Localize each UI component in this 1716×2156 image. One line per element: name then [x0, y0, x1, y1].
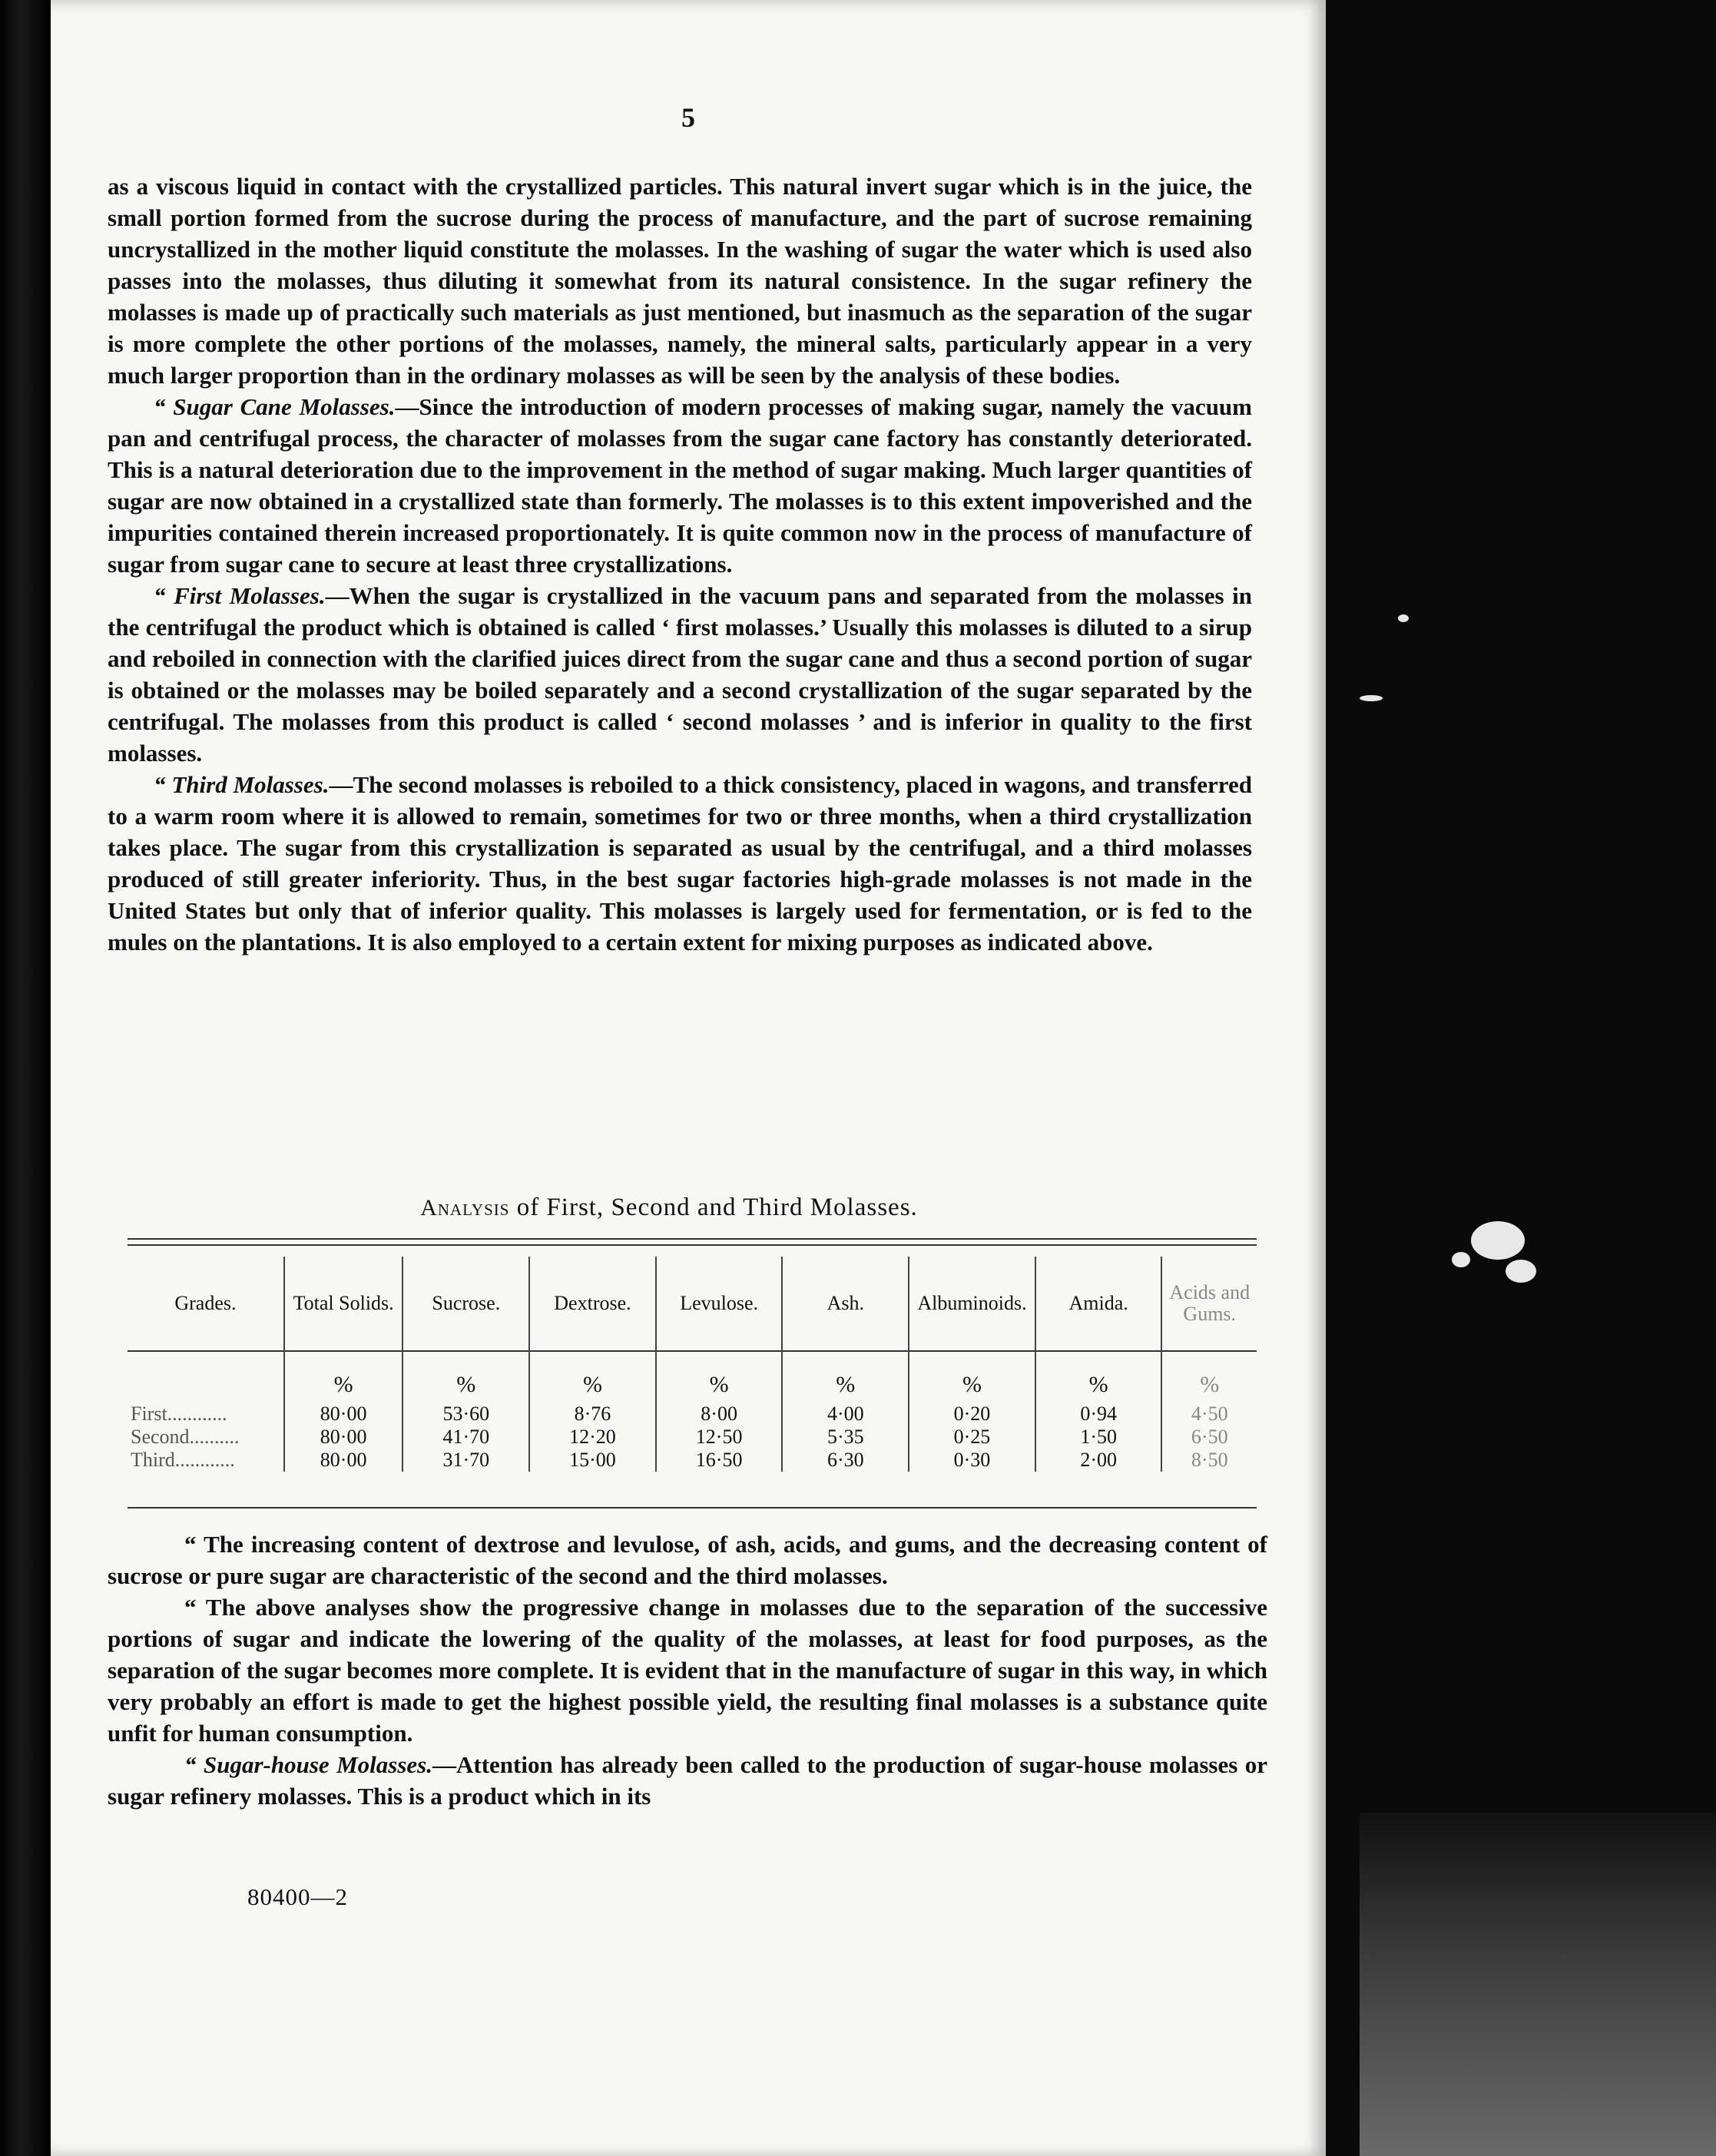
- levulose-cell: 16·50: [656, 1449, 783, 1472]
- percent-cell: %: [402, 1351, 529, 1396]
- paragraph: [108, 1749, 1267, 1812]
- ash-cell: 4·00: [782, 1403, 909, 1426]
- header-ash: Ash.: [782, 1257, 909, 1351]
- table-header-row: [128, 1257, 1257, 1351]
- paragraph-text: —Attention has already been called to the production of sugar-house molasses or sugar refinery molasses. This is a product which in its: [108, 1751, 1267, 1810]
- scan-speck: [1452, 1252, 1470, 1267]
- table-row: [128, 1403, 1257, 1426]
- header-albuminoids: Albuminoids.: [909, 1257, 1035, 1351]
- ash-cell: 6·30: [782, 1449, 909, 1472]
- body-text: [108, 171, 1252, 958]
- grade-label: Third............: [131, 1449, 235, 1471]
- table-title: [51, 1194, 1287, 1222]
- closing-text: [108, 1528, 1267, 1812]
- acids-gums-cell: 4·50: [1161, 1403, 1257, 1426]
- amida-cell: 1·50: [1035, 1426, 1162, 1449]
- scan-speck: [1506, 1260, 1536, 1283]
- grade-label: First............: [131, 1403, 227, 1425]
- header-amida: Amida.: [1035, 1257, 1162, 1351]
- levulose-cell: 8·00: [656, 1403, 783, 1426]
- paragraph: [108, 1591, 1267, 1749]
- scan-left-edge: [0, 0, 51, 2156]
- percent-cell: %: [909, 1351, 1035, 1396]
- page-number: 5: [681, 102, 695, 133]
- total-solids-cell: 80·00: [284, 1449, 403, 1472]
- total-solids-cell: 80·00: [284, 1426, 403, 1449]
- percent-cell: %: [529, 1351, 656, 1396]
- header-total-solids: Total Solids.: [284, 1257, 403, 1351]
- paragraph-text: —Since the introduction of modern processes of making sugar, namely the vacuum pan and centrifugal process, the character of molasses from the sugar cane factory has constantly deteriorated. This is a natural deterioration due to the improvement in the method of sugar making. Much larger quantities of sugar are now obtained in a crystallized state than formerly. The molasses is to this extent impoverished and the impurities contained therein increased proportionately. It is quite common now in the process of manufacture of sugar from sugar cane to secure at least three crystallizations.: [108, 393, 1252, 578]
- header-acids-gums: Acids and Gums.: [1161, 1257, 1257, 1351]
- header-dextrose: Dextrose.: [529, 1257, 656, 1351]
- sucrose-cell: 53·60: [402, 1403, 529, 1426]
- albuminoids-cell: 0·30: [909, 1449, 1035, 1472]
- albuminoids-cell: 0·20: [909, 1403, 1035, 1426]
- dextrose-cell: 12·20: [529, 1426, 656, 1449]
- levulose-cell: 12·50: [656, 1426, 783, 1449]
- percent-cell: %: [782, 1351, 909, 1396]
- dextrose-cell: 15·00: [529, 1449, 656, 1472]
- scan-speck: [1398, 614, 1409, 622]
- percent-cell: %: [656, 1351, 783, 1396]
- header-levulose: Levulose.: [656, 1257, 783, 1351]
- percent-cell: %: [1035, 1351, 1162, 1396]
- scan-speck: [1360, 695, 1383, 701]
- paragraph: [108, 1528, 1267, 1591]
- percent-row: [128, 1351, 1257, 1396]
- paragraph-text: —When the sugar is crystallized in the vacuum pans and separated from the molasses in the centrifugal the product which is obtained is called ‘ first molasses.’ Usually this molasses is diluted to a sirup and reboiled in connection with the clarified juices direct from the sugar cane and thus a second portion of sugar is obtained or the molasses may be boiled separately and a second crystallization of the sugar separated by the centrifugal. The molasses from this product is called ‘ second molasses ’ and is inferior in quality to the first molasses.: [108, 582, 1252, 767]
- percent-cell: %: [284, 1351, 403, 1396]
- paragraph: [108, 171, 1252, 391]
- albuminoids-cell: 0·25: [909, 1426, 1035, 1449]
- amida-cell: 2·00: [1035, 1449, 1162, 1472]
- table-row: [128, 1426, 1257, 1449]
- signature-mark: 80400—2: [247, 1883, 348, 1910]
- sucrose-cell: 31·70: [402, 1449, 529, 1472]
- acids-gums-cell: 8·50: [1161, 1449, 1257, 1472]
- dextrose-cell: 8·76: [529, 1403, 656, 1426]
- paragraph-heading: “ First Molasses.: [154, 582, 326, 609]
- header-grades: Grades.: [174, 1292, 237, 1314]
- percent-cell: [128, 1351, 284, 1396]
- table-title-rest: of First, Second and Third Molasses.: [509, 1194, 918, 1221]
- paragraph-text: as a viscous liquid in contact with the crystallized particles. This natural invert sugar which is in the juice, the small portion formed from the sucrose during the process of manufacture, and the part of sucrose remaining uncrystallized in the mother liquid constitute the molasses. In the washing of sugar the water which is used also passes into the molasses, thus diluting it somewhat from its natural consistence. In the sugar refinery the molasses is made up of practically such materials as just mentioned, but inasmuch as the separation of the sugar is more complete the other portions of the molasses, namely, the mineral salts, particularly appear in a very much larger proportion than in the ordinary molasses as will be seen by the analysis of these bodies.: [108, 173, 1252, 389]
- paragraph-heading: “ Sugar Cane Molasses.: [154, 393, 396, 420]
- table-row: [128, 1449, 1257, 1472]
- table-top-rule: [128, 1244, 1257, 1246]
- ash-cell: 5·35: [782, 1426, 909, 1449]
- grade-label: Second..........: [131, 1426, 240, 1448]
- total-solids-cell: 80·00: [284, 1403, 403, 1426]
- paragraph-text: “ The increasing content of dextrose and levulose, of ash, acids, and gums, and the decreasing content of sucrose or pure sugar are characteristic of the second and the third molasses.: [108, 1531, 1267, 1589]
- analysis-table: [128, 1257, 1257, 1472]
- paragraph-text: —The second molasses is reboiled to a thick consistency, placed in wagons, and transferred to a warm room where it is allowed to remain, sometimes for two or three months, when a third crystallization takes place. The sugar from this crystallization is separated as usual by the centrifugal, and a third molasses produced of still greater inferiority. Thus, in the best sugar factories high-grade molasses is not made in the United States but only that of inferior quality. This molasses is largely used for fermentation, or is fed to the mules on the plantations. It is also employed to a certain extent for mixing purposes as indicated above.: [108, 771, 1252, 955]
- percent-cell: %: [1161, 1351, 1257, 1396]
- paragraph: [108, 391, 1252, 580]
- paragraph-text: “ The above analyses show the progressive change in molasses due to the separation of the successive portions of sugar and indicate the lowering of the quality of the molasses, at least for food purposes, as the separation of the sugar becomes more complete. It is evident that in the manufacture of sugar in this way, in which very probably an effort is made to get the highest possible yield, the resulting final molasses is a substance quite unfit for human consumption.: [108, 1594, 1267, 1747]
- table-spacer: [128, 1396, 1257, 1403]
- table-bottom-rule: [128, 1507, 1257, 1509]
- header-sucrose: Sucrose.: [402, 1257, 529, 1351]
- amida-cell: 0·94: [1035, 1403, 1162, 1426]
- paragraph-heading: “ Sugar-house Molasses.: [184, 1751, 432, 1778]
- paragraph: [108, 580, 1252, 769]
- table-title-smallcaps: Analysis: [420, 1195, 510, 1220]
- paragraph-heading: “ Third Molasses.: [154, 771, 330, 798]
- document-page: [51, 0, 1326, 2156]
- scan-gray-corner: [1360, 1813, 1716, 2156]
- scan-speck: [1471, 1221, 1525, 1260]
- paragraph: [108, 769, 1252, 958]
- acids-gums-cell: 6·50: [1161, 1426, 1257, 1449]
- sucrose-cell: 41·70: [402, 1426, 529, 1449]
- table-top-rule: [128, 1238, 1257, 1240]
